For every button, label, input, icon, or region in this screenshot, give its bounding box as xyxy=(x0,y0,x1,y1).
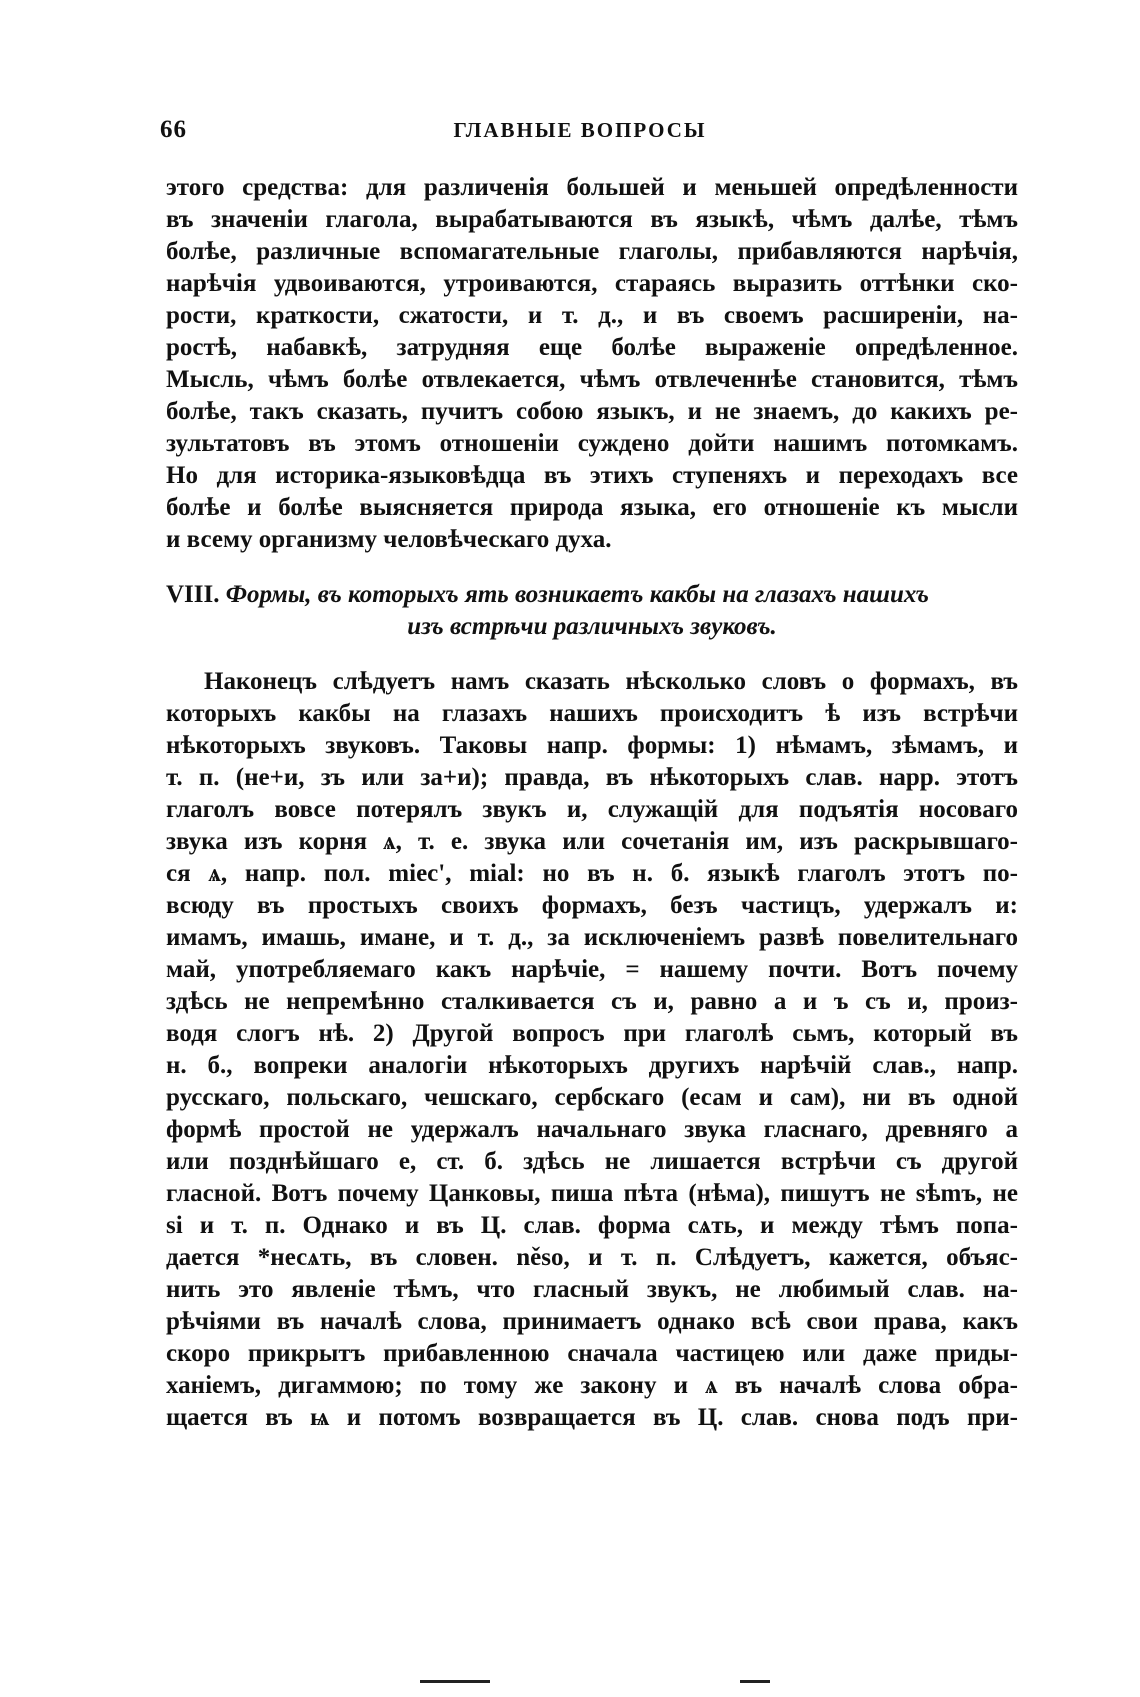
text-line: нить это явленіе тѣмъ, что гласный звукъ, не любимый слав. на- xyxy=(166,1276,1018,1303)
text-line: болѣе, такъ сказать, пучитъ собою языкъ, и не знаемъ, до какихъ ре- xyxy=(166,398,1018,425)
text-line: болѣе и болѣе выясняется природа языка, его отношеніе къ мысли xyxy=(166,494,1018,521)
text-line: т. п. (не+и, зъ или за+и); правда, въ нѣкоторыхъ слав. нарр. этотъ xyxy=(166,764,1018,791)
text-line: май, употребляемаго какъ нарѣчіе, = нашему почти. Вотъ почему xyxy=(166,956,1018,983)
text-line: русскаго, польскаго, чешскаго, сербскаго (есам и сам), ни въ одной xyxy=(166,1084,1018,1111)
text-line: имамъ, имашь, имане, и т. д., за исключеніемъ развѣ повелительнаго xyxy=(166,924,1018,951)
text-line: здѣсь не непремѣнно сталкивается съ и, равно а и ъ съ и, произ- xyxy=(166,988,1018,1015)
text-line: водя слогъ нѣ. 2) Другой вопросъ при глаголѣ сьмъ, который въ xyxy=(166,1020,1018,1047)
text-line: рѣчіями въ началѣ слова, принимаетъ однако всѣ свои права, какъ xyxy=(166,1308,1018,1335)
text-line: рости, краткости, сжатости, и т. д., и въ своемъ расширеніи, на- xyxy=(166,302,1018,329)
section-number: VIII. xyxy=(166,581,220,608)
text-line: Наконецъ слѣдуетъ намъ сказать нѣсколько словъ о формахъ, въ xyxy=(204,668,1018,695)
scan-artifact xyxy=(740,1680,770,1683)
text-line: ся ѧ, напр. пол. miec', mial: но въ н. б. языкѣ глаголъ этотъ по- xyxy=(166,860,1018,887)
text-line: формѣ простой не удержалъ начальнаго звука гласнаго, древняго а xyxy=(166,1116,1018,1143)
text-line: или позднѣйшаго е, ст. б. здѣсь не лишается встрѣчи съ другой xyxy=(166,1148,1018,1175)
text-line: этого средства: для различенія большей и меньшей опредѣленности xyxy=(166,174,1018,201)
text-line: которыхъ какбы на глазахъ нашихъ происходитъ ѣ изъ встрѣчи xyxy=(166,700,1018,727)
text-line: нѣкоторыхъ звуковъ. Таковы напр. формы: 1) нѣмамъ, зѣмамъ, и xyxy=(166,732,1018,759)
text-line: всюду въ простыхъ своихъ формахъ, безъ частицъ, удержалъ и: xyxy=(166,892,1018,919)
text-line: н. б., вопреки аналогіи нѣкоторыхъ другихъ нарѣчій слав., напр. xyxy=(166,1052,1018,1079)
page-number: 66 xyxy=(160,116,187,143)
text-line: глаголъ вовсе потерялъ звукъ и, служащій для подъятія носоваго xyxy=(166,796,1018,823)
text-line: скоро прикрытъ прибавленною сначала частицею или даже приды- xyxy=(166,1340,1018,1367)
text-line: звука изъ корня ѧ, т. е. звука или сочетанія им, изъ раскрывшаго- xyxy=(166,828,1018,855)
text-line: и всему организму человѣческаго духа. xyxy=(166,526,612,553)
text-line: дается *несѧть, въ словен. něso, и т. п. Слѣдуетъ, кажется, объяс- xyxy=(166,1244,1018,1271)
text-line: въ значеніи глагола, вырабатываются въ языкѣ, чѣмъ далѣе, тѣмъ xyxy=(166,206,1018,233)
running-head: ГЛАВНЫЕ ВОПРОСЫ xyxy=(453,118,707,142)
section-title-line-2: изъ встрѣчи различныхъ звуковъ. xyxy=(407,613,777,640)
text-line: ханіемъ, дигаммою; по тому же закону и ѧ въ началѣ слова обра- xyxy=(166,1372,1018,1399)
text-line: зультатовъ въ этомъ отношеніи суждено дойти нашимъ потомкамъ. xyxy=(166,430,1018,457)
scan-artifact xyxy=(420,1680,490,1683)
text-line: ростѣ, набавкѣ, затрудняя еще болѣе выраженіе опредѣленное. xyxy=(166,334,1018,361)
section-title-line-1: Формы, въ которыхъ ять возникаетъ какбы на глазахъ нашихъ xyxy=(225,581,929,608)
text-line: si и т. п. Однако и въ Ц. слав. форма сѧть, и между тѣмъ попа- xyxy=(166,1212,1018,1239)
text-line: Но для историка-языковѣдца въ этихъ ступеняхъ и переходахъ все xyxy=(166,462,1018,489)
text-line: нарѣчія удвоиваются, утроиваются, стараясь выразить оттѣнки ско- xyxy=(166,270,1018,297)
text-line: щается въ ѩ и потомъ возвращается въ Ц. слав. снова подъ при- xyxy=(166,1404,1018,1431)
text-line: болѣе, различные вспомагательные глаголы, прибавляются нарѣчія, xyxy=(166,238,1018,265)
text-line: Мысль, чѣмъ болѣе отвлекается, чѣмъ отвлеченнѣе становится, тѣмъ xyxy=(166,366,1018,393)
text-line: гласной. Вотъ почему Цанковы, пиша пѣта (нѣма), пишутъ не sѣmъ, не xyxy=(166,1180,1018,1207)
